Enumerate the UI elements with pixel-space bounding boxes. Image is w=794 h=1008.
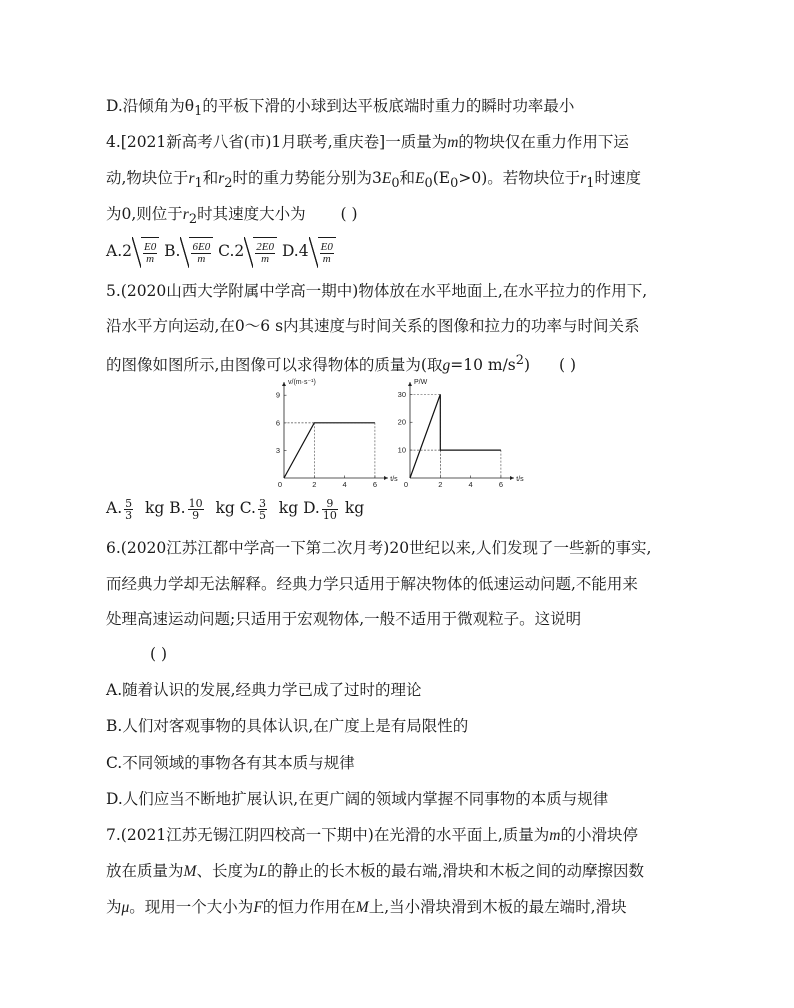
text: 时速度 bbox=[594, 169, 642, 187]
text: >0)。若物块位于 bbox=[458, 169, 581, 187]
q6-option-b bbox=[106, 716, 468, 736]
y-axis-label: v/(m·s⁻¹) bbox=[288, 379, 316, 386]
text: D.人们应当不断地扩展认识,在更广阔的领域内掌握不同事物的本质与规律 bbox=[106, 790, 609, 808]
frac-a bbox=[124, 498, 133, 521]
frac-num: 5 bbox=[125, 496, 133, 510]
q6-line-2 bbox=[106, 574, 638, 594]
var-E: E bbox=[381, 170, 392, 187]
text: =10 m/s bbox=[450, 356, 516, 375]
q5-options bbox=[106, 494, 364, 522]
frac-num: 9 bbox=[322, 498, 338, 510]
text: 和 bbox=[202, 169, 219, 187]
frac-num: E0 bbox=[320, 241, 333, 253]
var-r: r bbox=[188, 170, 195, 187]
var-g: g bbox=[442, 357, 451, 375]
text: 4.[2021新高考八省(市)1月联考,重庆卷]一质量为 bbox=[106, 133, 448, 151]
var-F: F bbox=[253, 899, 263, 916]
var-L: L bbox=[258, 863, 268, 880]
x-tick-label: 2 bbox=[438, 480, 443, 489]
unit: kg bbox=[144, 499, 165, 517]
var-E: E bbox=[415, 170, 425, 187]
text: D.沿倾角为θ bbox=[106, 97, 195, 115]
text: 为0,则位于 bbox=[106, 205, 183, 223]
text: 处理高速运动问题;只适用于宏观物体,一般不适用于微观粒子。这说明 bbox=[106, 610, 582, 628]
frac-num: 3 bbox=[258, 496, 266, 510]
text: 放在质量为 bbox=[106, 862, 184, 880]
subscript: 0 bbox=[391, 176, 400, 192]
text: ) bbox=[523, 356, 531, 375]
q5-line-2 bbox=[106, 316, 640, 336]
option-b-label: B. bbox=[169, 499, 186, 517]
subscript: 0 bbox=[450, 176, 459, 192]
text: 时其速度大小为 bbox=[197, 205, 306, 223]
prev-option-d bbox=[106, 96, 574, 122]
x-axis-label: t/s bbox=[516, 476, 524, 483]
text: 的小滑块停 bbox=[560, 826, 638, 844]
text: 的图像如图所示,由图像可以求得物体的质量为(取 bbox=[106, 356, 443, 375]
text: 为 bbox=[106, 898, 122, 916]
text: 6.(2020江苏江都中学高一下第二次月考)20世纪以来,人们发现了一些新的事实, bbox=[106, 539, 652, 557]
text: 时的重力势能分别为3 bbox=[232, 169, 382, 187]
sqrt-b bbox=[180, 237, 213, 268]
y-tick-label: 20 bbox=[397, 417, 406, 427]
subscript: 2 bbox=[188, 212, 198, 228]
answer-paren: ( ) bbox=[558, 356, 576, 375]
option-a-label: A. bbox=[106, 499, 123, 517]
q4-options bbox=[106, 236, 336, 266]
y-tick-label: 6 bbox=[275, 418, 280, 428]
option-d-label: D.4 bbox=[281, 242, 309, 260]
sqrt-d bbox=[309, 237, 336, 268]
x-tick-label: 0 bbox=[277, 480, 283, 489]
q5-charts bbox=[268, 374, 528, 492]
subscript: 0 bbox=[424, 176, 433, 192]
option-c-label: C. bbox=[239, 499, 256, 517]
q7-line-2 bbox=[106, 861, 644, 882]
q4-line-2 bbox=[106, 168, 641, 194]
q6-option-c bbox=[106, 753, 355, 773]
subscript: 1 bbox=[194, 176, 203, 192]
text: 动,物块位于 bbox=[106, 169, 189, 187]
q7-line-3 bbox=[106, 897, 627, 918]
subscript: 2 bbox=[224, 176, 233, 192]
q6-option-a bbox=[106, 680, 422, 700]
var-mu: μ bbox=[121, 899, 130, 916]
q5-line-3 bbox=[106, 351, 576, 376]
q4-line-1 bbox=[106, 132, 629, 153]
text: (E bbox=[432, 169, 451, 187]
text: B.人们对客观事物的具体认识,在广度上是有局限性的 bbox=[106, 717, 469, 735]
y-tick-label: 30 bbox=[397, 389, 406, 399]
sqrt-a bbox=[132, 237, 159, 268]
text: C.不同领域的事物各有其本质与规律 bbox=[106, 754, 355, 772]
var-m: m bbox=[447, 134, 459, 151]
x-tick-label: 2 bbox=[312, 480, 317, 489]
text: A.随着认识的发展,经典力学已成了过时的理论 bbox=[106, 681, 422, 699]
text: 的平板下滑的小球到达平板底端时重力的瞬时功率最小 bbox=[202, 97, 575, 115]
answer-paren: ( ) bbox=[150, 645, 168, 663]
text: 的物块仅在重力作用下运 bbox=[458, 133, 629, 151]
y-tick-label: 10 bbox=[397, 445, 406, 455]
sqrt-c bbox=[244, 237, 277, 268]
option-b-label: B. bbox=[164, 242, 181, 260]
x-tick-label: 0 bbox=[403, 480, 409, 489]
var-r: r bbox=[580, 170, 587, 187]
x-axis-arrow bbox=[384, 476, 388, 480]
text: 、长度为 bbox=[196, 862, 259, 880]
text: 和 bbox=[399, 169, 416, 187]
subscript: 1 bbox=[586, 176, 595, 192]
unit: kg bbox=[215, 499, 235, 517]
frac-num: 10 bbox=[188, 496, 203, 510]
q4-line-3 bbox=[106, 204, 358, 230]
q6-option-d bbox=[106, 789, 608, 809]
var-r: r bbox=[218, 170, 225, 187]
frac-num: 2E0 bbox=[256, 241, 274, 253]
y-axis-arrow bbox=[282, 382, 286, 386]
q6-answer-paren bbox=[150, 644, 167, 664]
unit: kg bbox=[278, 499, 299, 517]
text: 上,当小滑块滑到木板的最左端时,滑块 bbox=[368, 898, 627, 916]
text: 5.(2020山西大学附属中学高一期中)物体放在水平地面上,在水平拉力的作用下, bbox=[106, 282, 648, 300]
text: 沿水平方向运动,在0～6 s内其速度与时间关系的图像和拉力的功率与时间关系 bbox=[106, 317, 640, 335]
series-line bbox=[410, 394, 501, 478]
y-tick-label: 3 bbox=[275, 445, 280, 455]
x-axis-label: t/s bbox=[390, 476, 398, 483]
superscript: 2 bbox=[515, 353, 524, 368]
frac-c bbox=[258, 498, 267, 521]
frac-num: 6E0 bbox=[192, 241, 211, 253]
text: 的静止的长木板的最右端,滑块和木板之间的动摩擦因数 bbox=[267, 862, 645, 880]
q5-chart-svg bbox=[268, 374, 528, 492]
y-axis-label: P/W bbox=[414, 379, 428, 386]
var-M: M bbox=[355, 899, 369, 916]
y-tick-label: 9 bbox=[275, 390, 280, 400]
var-M: M bbox=[183, 863, 197, 880]
text: 的恒力作用在 bbox=[262, 898, 356, 916]
option-a-label: A.2 bbox=[106, 242, 132, 260]
text: 7.(2021江苏无锡江阴四校高一下期中)在光滑的水平面上,质量为 bbox=[106, 826, 550, 844]
frac-num: E0 bbox=[143, 241, 157, 253]
x-tick-label: 4 bbox=[468, 480, 473, 489]
frac-den: 9 bbox=[192, 508, 200, 522]
q6-line-1 bbox=[106, 538, 651, 558]
frac-b bbox=[188, 498, 204, 521]
frac-den: 3 bbox=[125, 508, 133, 522]
text: 。现用一个大小为 bbox=[129, 898, 254, 916]
y-axis-arrow bbox=[408, 382, 412, 386]
frac-den: m bbox=[146, 253, 155, 265]
x-tick-label: 6 bbox=[372, 480, 377, 489]
var-r: r bbox=[182, 206, 189, 223]
var-m: m bbox=[549, 827, 561, 844]
frac-den: 5 bbox=[258, 508, 266, 522]
option-c-label: C.2 bbox=[218, 242, 245, 260]
q7-line-1 bbox=[106, 825, 638, 846]
text: 而经典力学却无法解释。经典力学只适用于解决物体的低速运动问题,不能用来 bbox=[106, 575, 638, 593]
answer-paren: ( ) bbox=[340, 205, 358, 223]
option-d-label: D. bbox=[303, 499, 320, 517]
x-tick-label: 4 bbox=[342, 480, 347, 489]
q6-line-3 bbox=[106, 609, 581, 629]
frac-d bbox=[322, 498, 338, 521]
unit: kg bbox=[344, 499, 365, 517]
x-tick-label: 6 bbox=[498, 480, 503, 489]
x-axis-arrow bbox=[510, 476, 514, 480]
series-line bbox=[284, 423, 375, 478]
q5-line-1 bbox=[106, 281, 647, 301]
frac-den: 10 bbox=[322, 508, 337, 522]
subscript: 1 bbox=[194, 104, 203, 120]
frac-den: m bbox=[197, 253, 206, 265]
frac-den: m bbox=[322, 253, 331, 265]
frac-den: m bbox=[261, 253, 270, 265]
